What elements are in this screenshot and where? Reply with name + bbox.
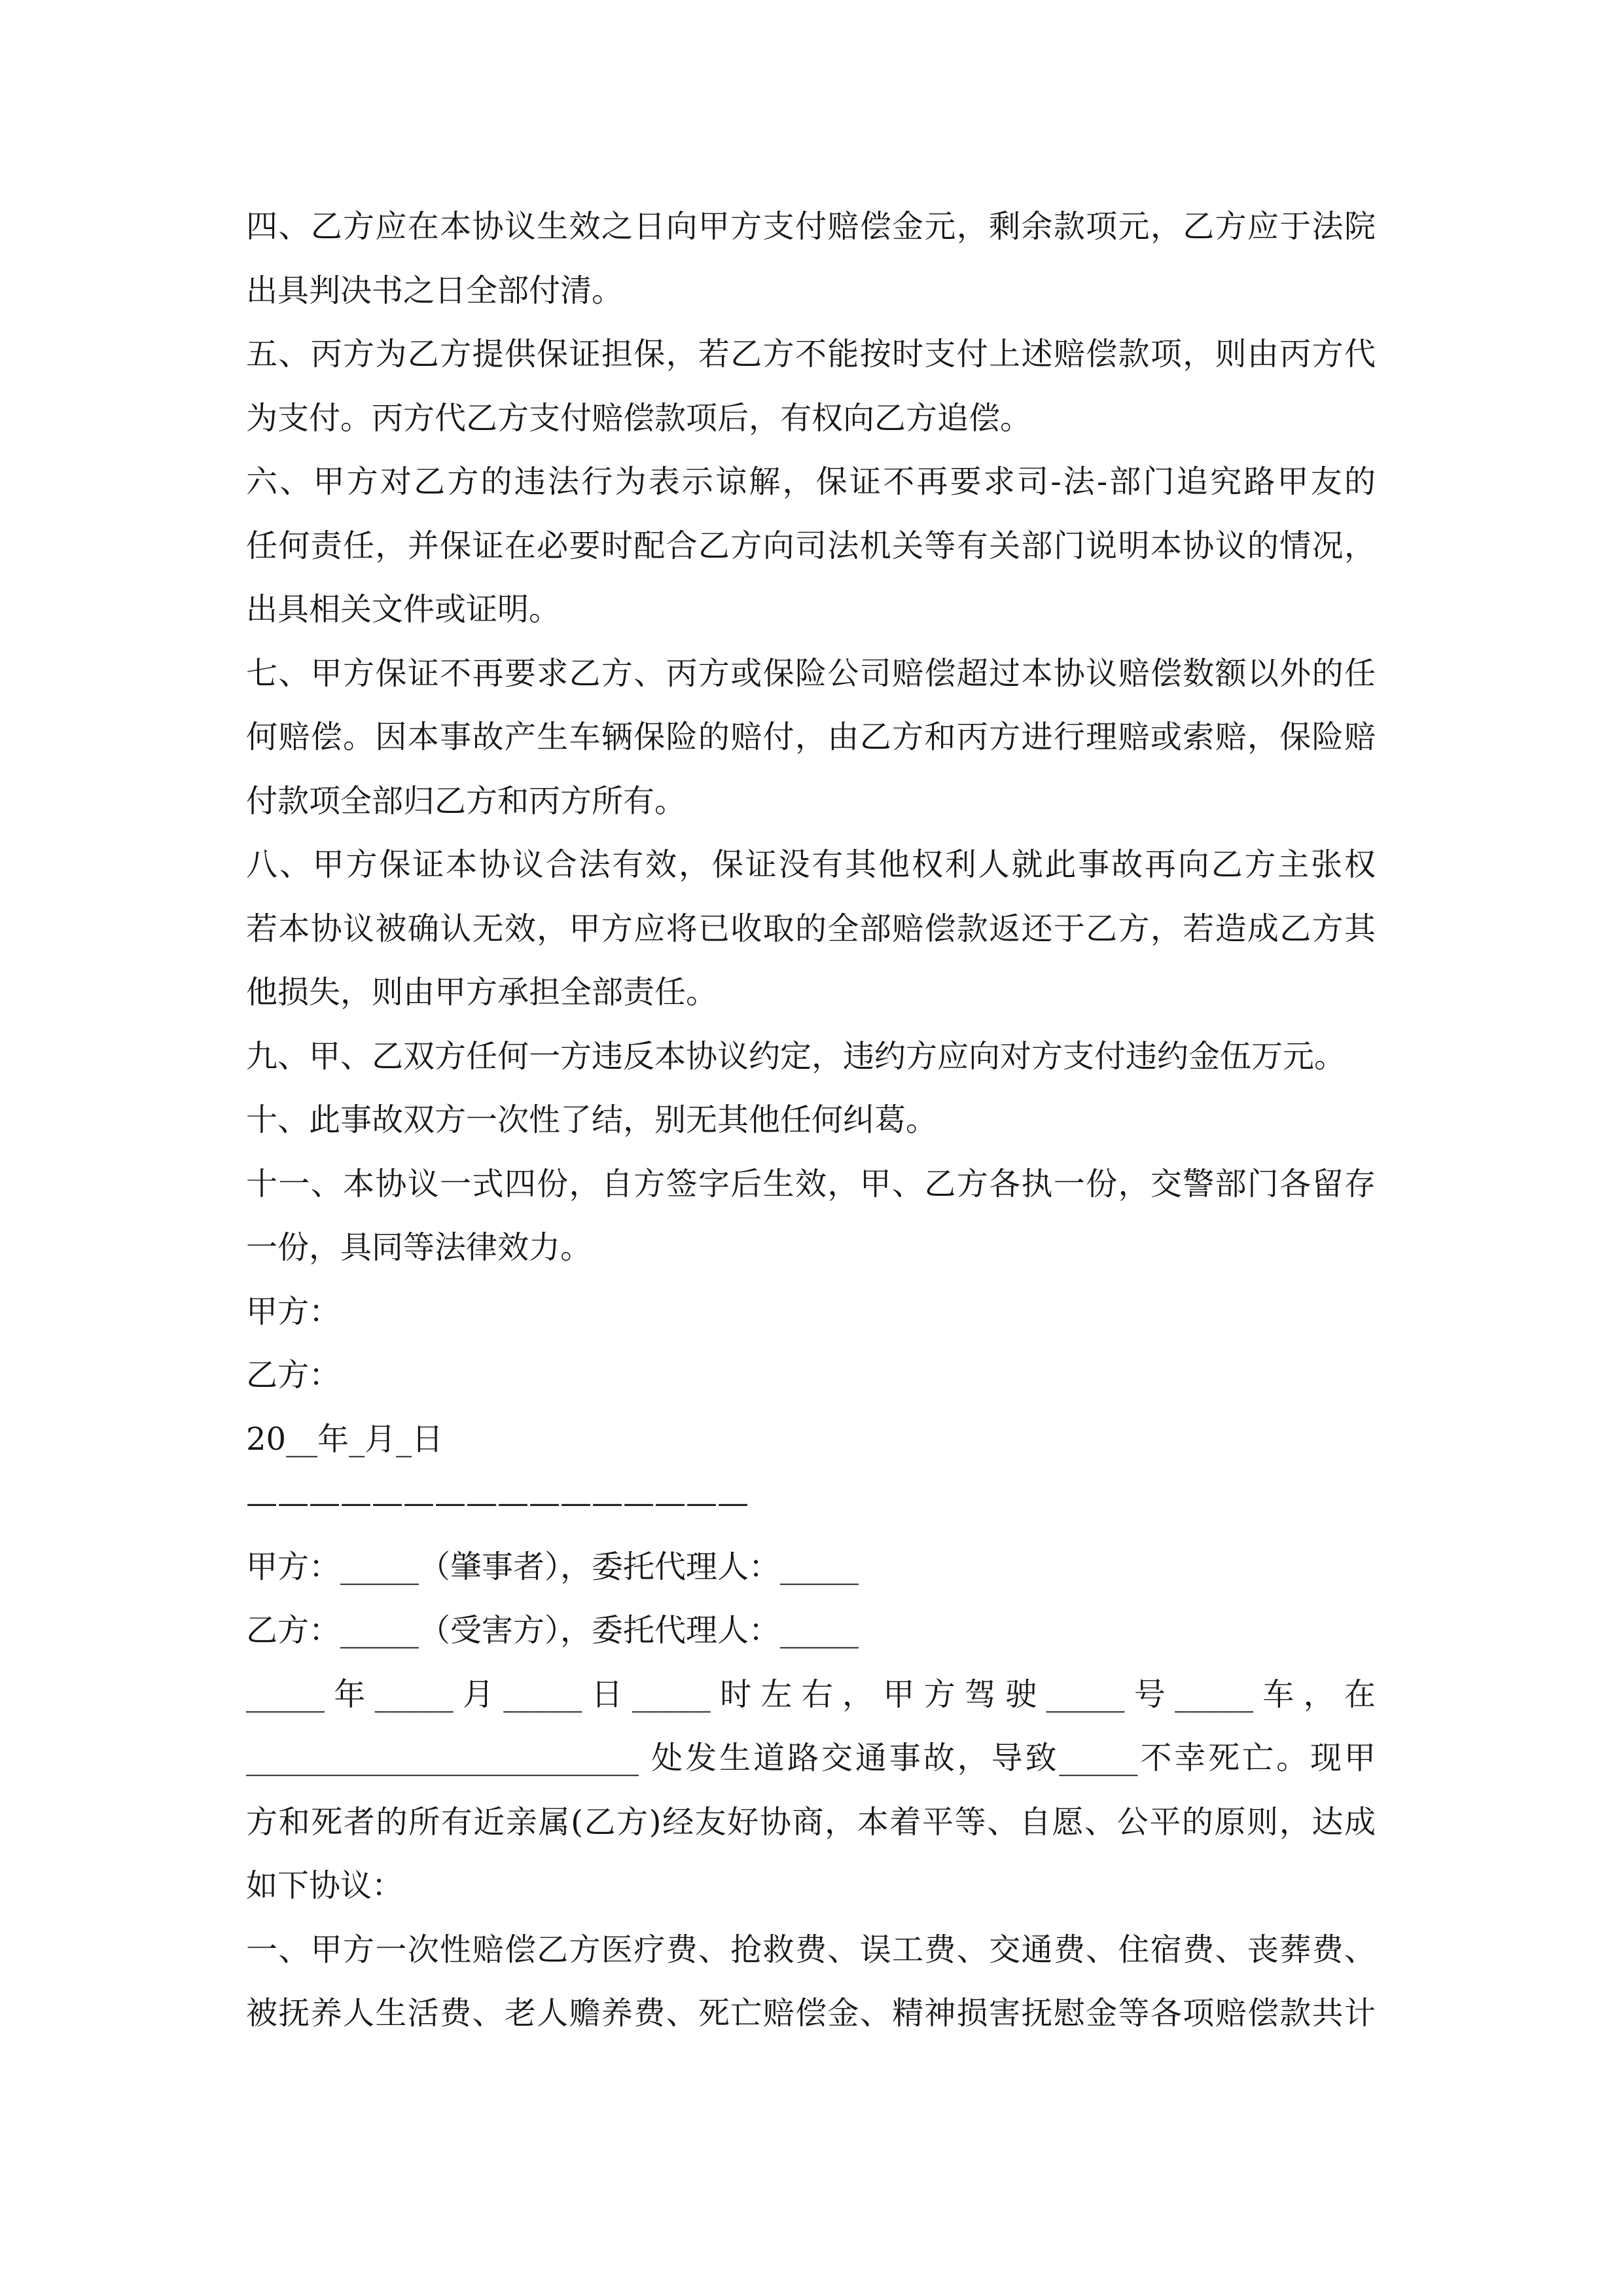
clause-6-text-line: 六、甲方对乙方的违法行为表示谅解，保证不再要求司-法-部门追究路甲友的	[246, 463, 1376, 500]
clause-8-text-line: 八、甲方保证本协议合法有效，保证没有其他权利人就此事故再向乙方主张权	[246, 846, 1376, 883]
clause-9-text-line: 九、甲、乙双方任何一方违反本协议约定，违约方应向对方支付违约金伍万元。	[246, 1037, 1346, 1075]
signature-date: 20__年_月_日	[246, 1420, 444, 1458]
document-body	[246, 195, 1376, 2046]
clause-7-text-line: 何赔偿。因本事故产生车辆保险的赔付，由乙方和丙方进行理赔或索赔，保险赔	[246, 719, 1376, 755]
clause-11-text-line: 十一、本协议一式四份，自方签字后生效，甲、乙方各执一份，交警部门各留存	[246, 1165, 1376, 1202]
clause-7-text-line: 付款项全部归乙方和丙方所有。	[246, 782, 687, 819]
party-a-field-line: 甲方：_____（肇事者），委托代理人：_____	[246, 1548, 859, 1585]
clause-11-text-line: 一份，具同等法律效力。	[246, 1229, 592, 1266]
clause-10-text-line: 十、此事故双方一次性了结，别无其他任何纠葛。	[246, 1102, 938, 1138]
clause-6-text-line: 出具相关文件或证明。	[246, 591, 561, 628]
clause-5-text-line: 为支付。丙方代乙方支付赔偿款项后，有权向乙方追偿。	[246, 399, 1032, 437]
accident-preamble-line: 如下协议：	[246, 1867, 404, 1904]
clause-6-text-line: 任何责任，并保证在必要时配合乙方向司法机关等有关部门说明本协议的情况，	[246, 527, 1376, 564]
party-a-signature-label: 甲方：	[246, 1293, 341, 1330]
clause-5-text-line: 五、丙方为乙方提供保证担保，若乙方不能按时支付上述赔偿款项，则由丙方代	[246, 336, 1376, 372]
clause-8-text-line: 若本协议被确认无效，甲方应将已收取的全部赔偿款返还于乙方，若造成乙方其	[246, 910, 1376, 947]
accident-preamble-line: _____年_____月_____日_____时左右，甲方驾驶_____号_____车，在	[246, 1676, 1376, 1713]
clause-7-text-line: 七、甲方保证不再要求乙方、丙方或保险公司赔偿超过本协议赔偿数额以外的任	[246, 655, 1376, 692]
clause-4-text-line: 出具判决书之日全部付清。	[246, 272, 624, 309]
party-b-signature-label: 乙方：	[246, 1357, 341, 1393]
accident-preamble-line: _________________________ 处发生道路交通事故，导致_____不幸死亡。现甲	[246, 1740, 1376, 1776]
clause-4-text-line: 四、乙方应在本协议生效之日向甲方支付赔偿金元，剩余款项元，乙方应于法院	[246, 208, 1376, 245]
party-b-field-line: 乙方：_____（受害方），委托代理人：_____	[246, 1612, 859, 1649]
clause-8-text-line: 他损失，则由甲方承担全部责任。	[246, 974, 718, 1011]
section-separator: ————————————————	[246, 1484, 749, 1521]
clause-1-text-line: 被抚养人生活费、老人赡养费、死亡赔偿金、精神损害抚慰金等各项赔偿款共计	[246, 1995, 1376, 2032]
accident-preamble-line: 方和死者的所有近亲属(乙方)经友好协商，本着平等、自愿、公平的原则，达成	[246, 1803, 1376, 1840]
clause-1-text-line: 一、甲方一次性赔偿乙方医疗费、抢救费、误工费、交通费、住宿费、丧葬费、	[246, 1931, 1376, 1968]
